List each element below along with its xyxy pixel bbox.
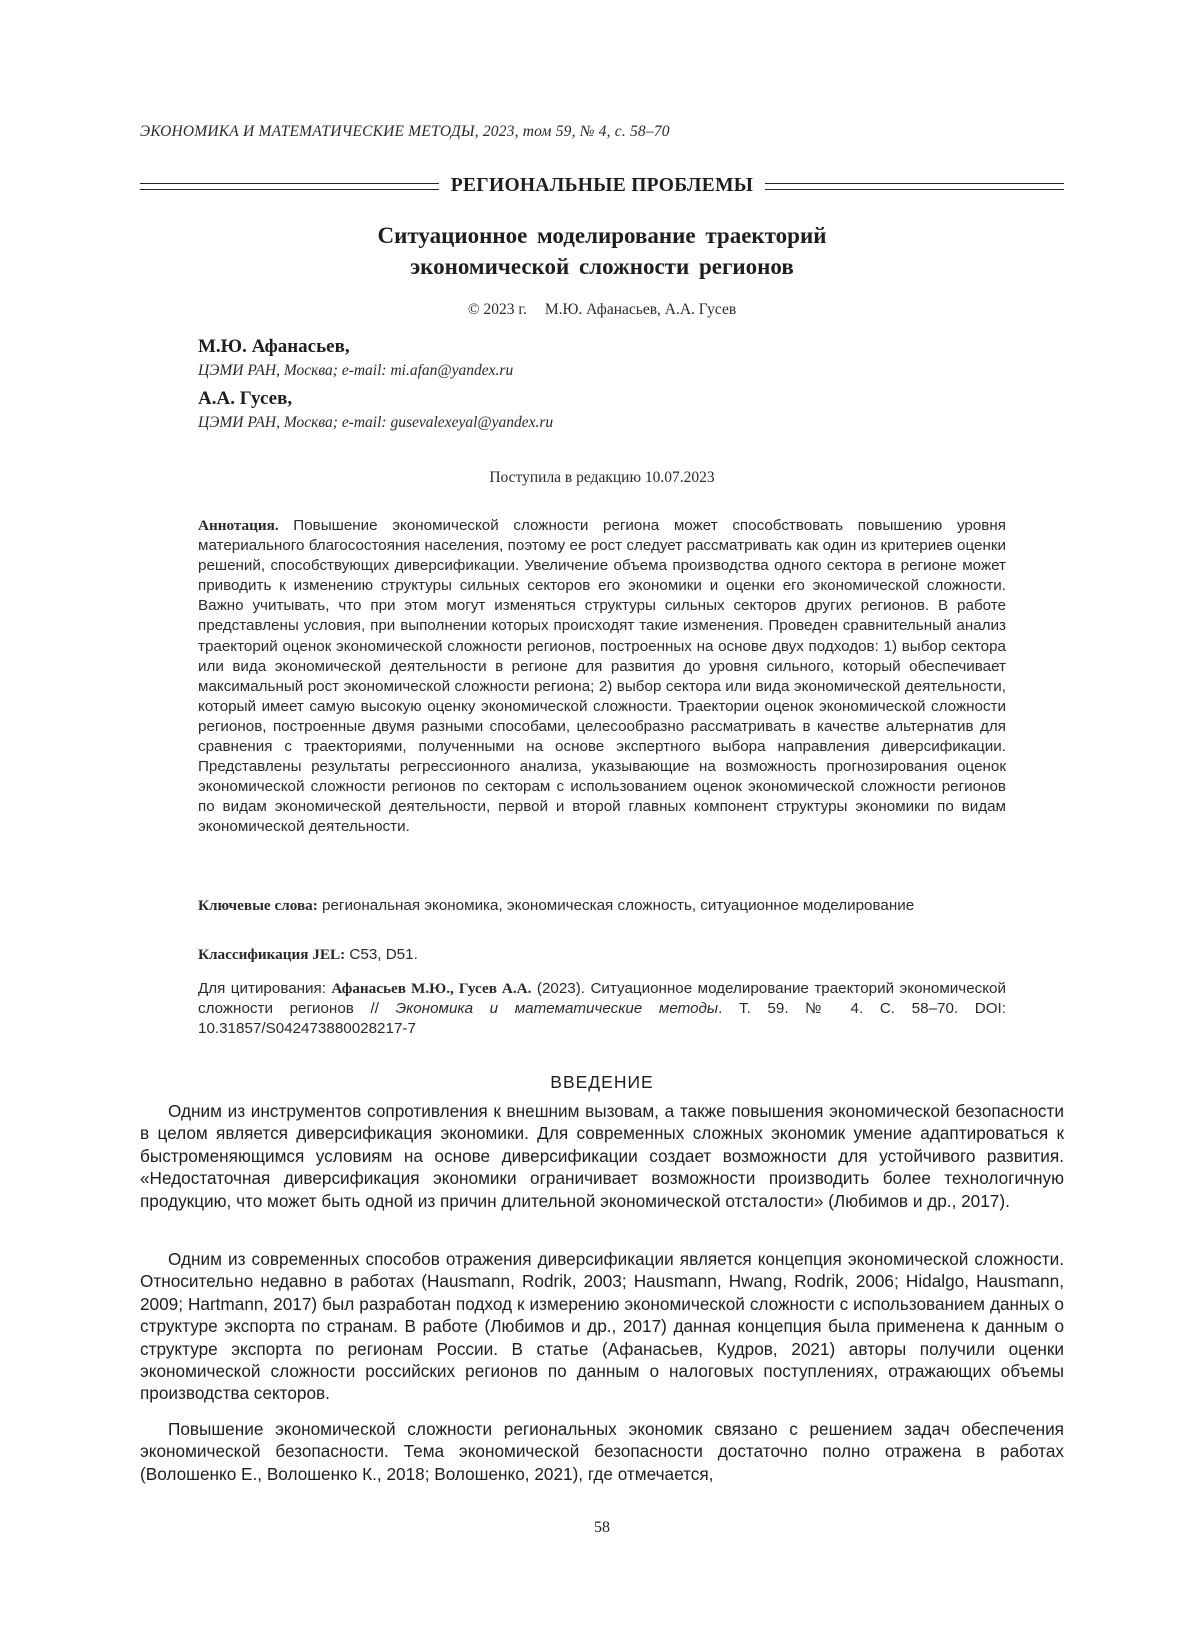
section-banner [140, 172, 1064, 200]
citation-part1: (2023). Ситуационное моделирование траекторий экономической сложности регионов // [198, 980, 1006, 1017]
double-rule-left [140, 183, 439, 190]
keywords-text: региональная экономика, экономическая сложность, ситуационное моделирование [322, 897, 914, 914]
citation-journal: Экономика и математические методы [396, 1000, 719, 1017]
intro-paragraph-1: Одним из инструментов сопротивления к внешним вызовам, а также повышения экономической безопасности в целом является диверсификация экономики. Для современных сложных экономик умение адаптироваться к быстроменяющимся условиям на основе диверсификации создает возможности для устойчивого развития. «Недостаточная диверсификация экономики ограничивает возможности производить более технологичную продукцию, что может быть одной из причин длительной экономической отсталости» (Любимов и др., 2017). [140, 1100, 1064, 1212]
citation-prefix: Для цитирования: [198, 980, 326, 997]
keywords [198, 896, 1006, 916]
author-affiliation-1: ЦЭМИ РАН, Москва; e-mail: mi.afan@yandex.ru [198, 362, 513, 380]
journal-header: ЭКОНОМИКА И МАТЕМАТИЧЕСКИЕ МЕТОДЫ, 2023, том 59, № 4, с. 58–70 [140, 123, 670, 141]
article-title-line-1: Ситуационное моделирование траекторий [140, 220, 1064, 251]
author-affiliation-2: ЦЭМИ РАН, Москва; e-mail: gusevalexeyal@yandex.ru [198, 414, 553, 432]
copyright-year: © 2023 г. [468, 301, 527, 318]
intro-heading: ВВЕДЕНИЕ [140, 1072, 1064, 1093]
author-name-2: А.А. Гусев, [198, 388, 292, 410]
keywords-label: Ключевые слова: [198, 897, 318, 914]
jel-text: C53, D51. [349, 946, 417, 963]
section-title: РЕГИОНАЛЬНЫЕ ПРОБЛЕМЫ [439, 175, 765, 197]
citation-authors: Афанасьев М.Ю., Гусев А.А. [331, 980, 531, 997]
article-title [140, 220, 1064, 282]
abstract-label: Аннотация. [198, 517, 279, 534]
paper-page [0, 0, 1200, 1646]
author-name-1: М.Ю. Афанасьев, [198, 336, 350, 358]
jel-classification [198, 945, 1006, 965]
double-rule-right [765, 183, 1064, 190]
article-title-line-2: экономической сложности регионов [140, 251, 1064, 282]
citation-part2: . Т. 59. № 4. С. 58–70. DOI: 10.31857/S042473880028217-7 [198, 1000, 1006, 1037]
received-date: Поступила в редакцию 10.07.2023 [140, 469, 1064, 487]
copyright-authors: М.Ю. Афанасьев, А.А. Гусев [545, 301, 736, 318]
page-number: 58 [140, 1519, 1064, 1537]
copyright-line [140, 301, 1064, 319]
abstract-text: Повышение экономической сложности региона может способствовать повышению уровня материального благосостояния населения, поэтому ее рост следует рассматривать как один из критериев оценки решений, способствующих диверсификации. Увеличение объема производства одного сектора в регионе может приводить к изменению структуры сильных секторов его экономики и оценки его экономической сложности. Важно учитывать, что при этом могут изменяться структуры сильных секторов других регионов. В работе представлены условия, при выполнении которых происходят такие изменения. Проведен сравнительный анализ траекторий оценок экономической сложности регионов, построенных на основе двух подходов: 1) выбор сектора или вида экономической деятельности в регионе для развития до уровня сильного, который обеспечивает максимальный рост экономической сложности региона; 2) выбор сектора или вида экономической деятельности, который имеет самую высокую оценку экономической сложности. Траектории оценок экономической сложности регионов, построенные двумя разными способами, целесообразно рассматривать в качестве альтернатив для сравнения с траекториями, полученными на основе экспертного выбора направления диверсификации. Представлены результаты регрессионного анализа, указывающие на возможность прогнозирования оценок экономической сложности регионов по секторам с использованием оценок экономической сложности регионов по видам экономической деятельности, первой и второй главных компонент структуры экономики по видам экономической деятельности. [198, 517, 1006, 835]
abstract [198, 516, 1006, 838]
jel-label: Классификация JEL: [198, 946, 345, 963]
intro-paragraph-3: Повышение экономической сложности региональных экономик связано с решением задач обеспечения экономической безопасности. Тема экономической безопасности достаточно полно отражена в работах (Волошенко Е., Волошенко К., 2018; Волошенко, 2021), где отмечается, [140, 1418, 1064, 1485]
intro-paragraph-2: Одним из современных способов отражения диверсификации является концепция экономической сложности. Относительно недавно в работах (Hausmann, Rodrik, 2003; Hausmann, Hwang, Rodrik, 2006; Hidalgo, Hausmann, 2009; Hartmann, 2017) был разработан подход к измерению экономической сложности с использованием данных о структуре экспорта по странам. В работе (Любимов и др., 2017) данная концепция была применена к данным о структуре экспорта по регионам России. В статье (Афанасьев, Кудров, 2021) авторы получили оценки экономической сложности российских регионов по данным о налоговых поступлениях, отражающих объемы производства секторов. [140, 1248, 1064, 1405]
citation [198, 979, 1006, 1039]
